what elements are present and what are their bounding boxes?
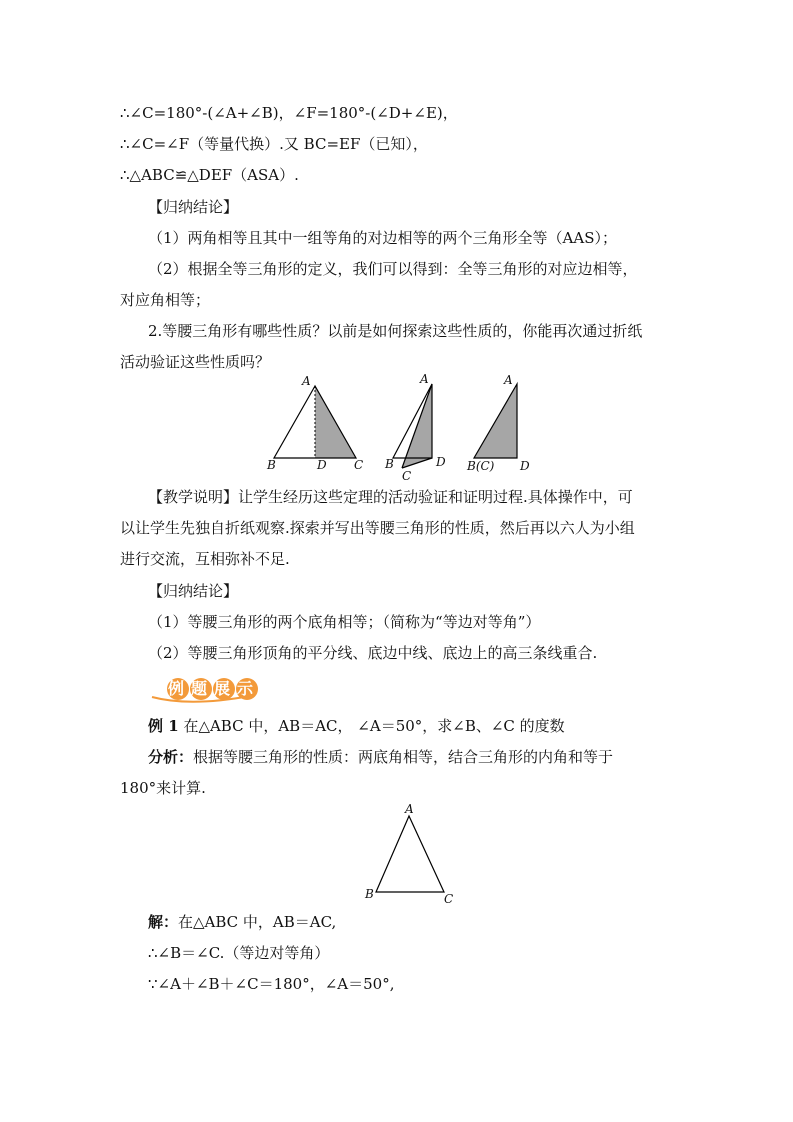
shaded-half [474,384,517,458]
label-B: B [365,887,374,901]
question-text: 2.等腰三角形有哪些性质？以前是如何探索这些性质的，你能再次通过折纸 [148,322,643,340]
text-line: （1）两角相等且其中一组等角的对边相等的两个三角形全等（AAS）； [148,229,617,247]
triangle-abc-figure [360,802,460,906]
example-line [148,715,565,737]
label-D: D [520,459,530,473]
text-line: 180°来计算. [120,779,206,797]
label-B: B [385,457,394,471]
solution-line [148,911,336,933]
text-line: （2）根据全等三角形的定义，我们可以得到：全等三角形的对应边相等， [148,260,638,278]
text-line: 以让学生先独自折纸观察.探索并写出等腰三角形的性质，然后再以六人为小组 [120,519,635,537]
label-B: B [267,458,276,472]
example-text: 在△ABC 中，AB＝AC， ∠A＝50°，求∠B、∠C 的度数 [178,717,565,735]
label-A: A [302,374,311,388]
solution-text: 在△ABC 中，AB＝AC, [178,913,337,931]
label-C: C [402,469,412,482]
text-line: ∴△ABC≌△DEF（ASA）. [120,166,299,184]
text-line: ∴∠C=∠F（等量代换）.又 BC=EF（已知）， [120,135,428,153]
fig-isosceles-with-altitude [266,374,363,472]
fig-folding [384,372,446,482]
analysis-text: 根据等腰三角形的性质：两底角相等，结合三角形的内角和等于 [193,748,614,766]
text-line: （2）等腰三角形顶角的平分线、底边中线、底边上的高三条线重合. [148,644,598,662]
banner-label: 例题展示 [168,679,260,698]
text-line: ∴∠B＝∠C.（等边对等角） [148,944,330,962]
question-text: 活动验证这些性质吗？ [120,353,271,371]
analysis-label: 分析： [148,748,194,766]
fig-folded [466,373,530,473]
analysis-line [148,746,613,768]
section-heading: 【归纳结论】 [148,198,239,216]
label-BC: B(C) [467,459,495,473]
label-A: A [504,373,513,387]
label-C: C [354,458,364,472]
text-line: 【教学说明】让学生经历这些定理的活动验证和证明过程.具体操作中，可 [148,488,633,506]
text-line: ∵∠A＋∠B＋∠C＝180°，∠A＝50°, [148,975,395,993]
text-line: 对应角相等； [120,291,211,309]
folding-figure [262,372,542,482]
text-line: （1）等腰三角形的两个底角相等；（简称为“等边对等角”） [148,613,541,631]
example-banner [150,677,260,703]
triangle-outline [376,816,444,892]
label-A: A [420,372,429,386]
label-D: D [436,455,446,469]
label-A: A [405,802,414,816]
label-C: C [444,892,454,906]
text-line: ∴∠C=180°-(∠A+∠B)，∠F=180°-(∠D+∠E)， [120,104,458,122]
text-line: 进行交流，互相弥补不足. [120,550,290,568]
section-heading: 【归纳结论】 [148,582,239,600]
solution-label: 解： [148,913,179,931]
label-D: D [317,458,327,472]
example-label: 例 1 [148,717,179,735]
